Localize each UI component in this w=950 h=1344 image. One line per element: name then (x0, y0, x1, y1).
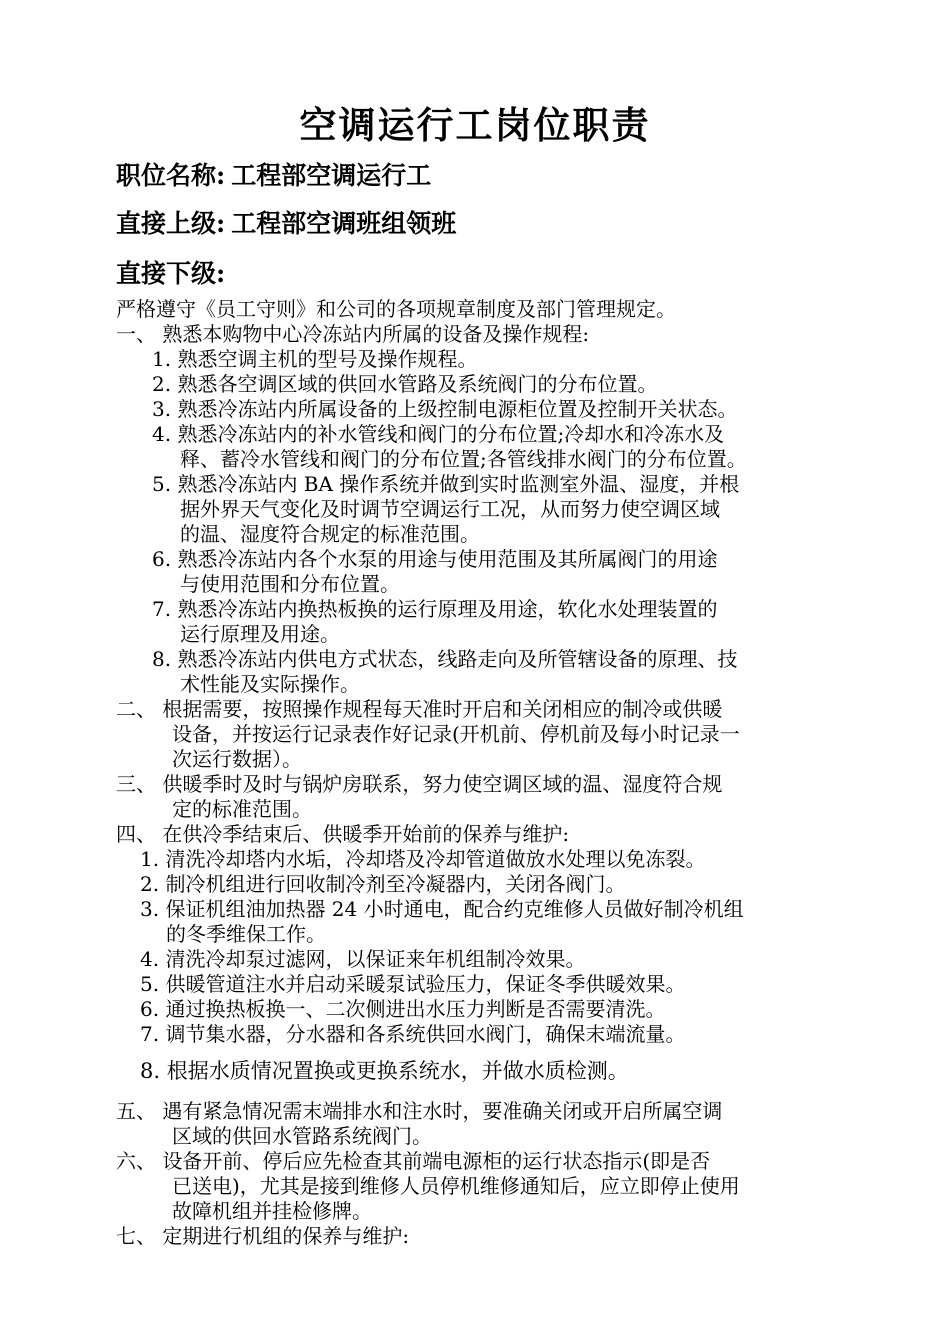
section-continuation: 定的标准范围。 (172, 797, 312, 821)
list-item: 7. 熟悉冷冻站内换热板换的运行原理及用途，软化水处理装置的 (152, 597, 718, 621)
list-item: 5. 供暖管道注水并启动采暖泵试验压力，保证冬季供暖效果。 (140, 972, 686, 996)
list-item: 6. 通过换热板换一、二次侧进出水压力判断是否需要清洗。 (140, 997, 666, 1021)
list-item-continuation: 的温、湿度符合规定的标准范围。 (180, 522, 480, 546)
section-heading: 一、 熟悉本购物中心冷冻站内所属的设备及操作规程: (116, 322, 590, 346)
list-item: 2. 熟悉各空调区域的供回水管路及系统阀门的分布位置。 (152, 372, 658, 396)
page-title: 空调运行工岗位职责 (299, 103, 651, 147)
intro-line: 严格遵守《员工守则》和公司的各项规章制度及部门管理规定。 (116, 297, 676, 321)
list-item-continuation: 释、蓄冷水管线和阀门的分布位置;各管线排水阀门的分布位置。 (180, 447, 747, 471)
list-item: 6. 熟悉冷冻站内各个水泵的用途与使用范围及其所属阀门的用途 (152, 547, 718, 571)
list-item: 1. 清洗冷却塔内水垢，冷却塔及冷却管道做放水处理以免冻裂。 (140, 847, 706, 871)
list-item: 8. 熟悉冷冻站内供电方式状态，线路走向及所管辖设备的原理、技 (152, 647, 738, 671)
field-position-name (116, 158, 431, 194)
list-item-continuation: 的冬季维保工作。 (166, 922, 326, 946)
section-heading: 七、 定期进行机组的保养与维护: (116, 1224, 410, 1248)
list-item-continuation: 术性能及实际操作。 (180, 672, 360, 696)
list-item: 4. 清洗冷却泵过滤网，以保证来年机组制冷效果。 (140, 947, 586, 971)
list-item: 8. 根据水质情况置换或更换系统水，并做水质检测。 (140, 1059, 629, 1083)
list-item-continuation: 据外界天气变化及时调节空调运行工况，从而努力使空调区域 (180, 497, 720, 521)
list-item: 3. 保证机组油加热器 24 小时通电，配合约克维修人员做好制冷机组 (140, 897, 744, 921)
section-heading: 二、 根据需要，按照操作规程每天准时开启和关闭相应的制冷或供暖 (116, 697, 723, 721)
field-value: 工程部空调班组领班 (231, 209, 457, 238)
section-continuation: 故障机组并挂检修牌。 (172, 1199, 372, 1223)
field-direct-superior (116, 206, 456, 242)
list-item: 4. 熟悉冷冻站内的补水管线和阀门的分布位置;冷却水和冷冻水及 (152, 422, 725, 446)
field-label: 职位名称: (116, 161, 226, 190)
field-label: 直接下级: (116, 259, 226, 288)
list-item: 2. 制冷机组进行回收制冷剂至冷凝器内，关闭各阀门。 (140, 872, 626, 896)
list-item: 3. 熟悉冷冻站内所属设备的上级控制电源柜位置及控制开关状态。 (152, 397, 738, 421)
section-heading: 四、 在供冷季结束后、供暖季开始前的保养与维护: (116, 822, 570, 846)
section-continuation: 已送电)，尤其是接到维修人员停机维修通知后，应立即停止使用 (172, 1174, 740, 1198)
section-continuation: 次运行数据）。 (172, 747, 302, 771)
list-item-continuation: 运行原理及用途。 (180, 622, 340, 646)
field-value: 工程部空调运行工 (231, 161, 432, 190)
list-item: 7. 调节集水器，分水器和各系统供回水阀门，确保末端流量。 (140, 1022, 686, 1046)
list-item: 1. 熟悉空调主机的型号及操作规程。 (152, 347, 478, 371)
field-label: 直接上级: (116, 209, 226, 238)
section-continuation: 区域的供回水管路系统阀门。 (172, 1124, 432, 1148)
field-direct-subordinate (116, 256, 231, 292)
section-heading: 三、 供暖季时及时与锅炉房联系，努力使空调区域的温、湿度符合规 (116, 772, 723, 796)
section-heading: 五、 遇有紧急情况需末端排水和注水时，要准确关闭或开启所属空调 (116, 1099, 723, 1123)
section-heading: 六、 设备开前、停后应先检查其前端电源柜的运行状态指示(即是否 (116, 1149, 711, 1173)
list-item: 5. 熟悉冷冻站内 BA 操作系统并做到实时监测室外温、湿度，并根 (152, 472, 740, 496)
list-item-continuation: 与使用范围和分布位置。 (180, 572, 400, 596)
section-continuation: 设备，并按运行记录表作好记录(开机前、停机前及每小时记录一 (172, 722, 740, 746)
